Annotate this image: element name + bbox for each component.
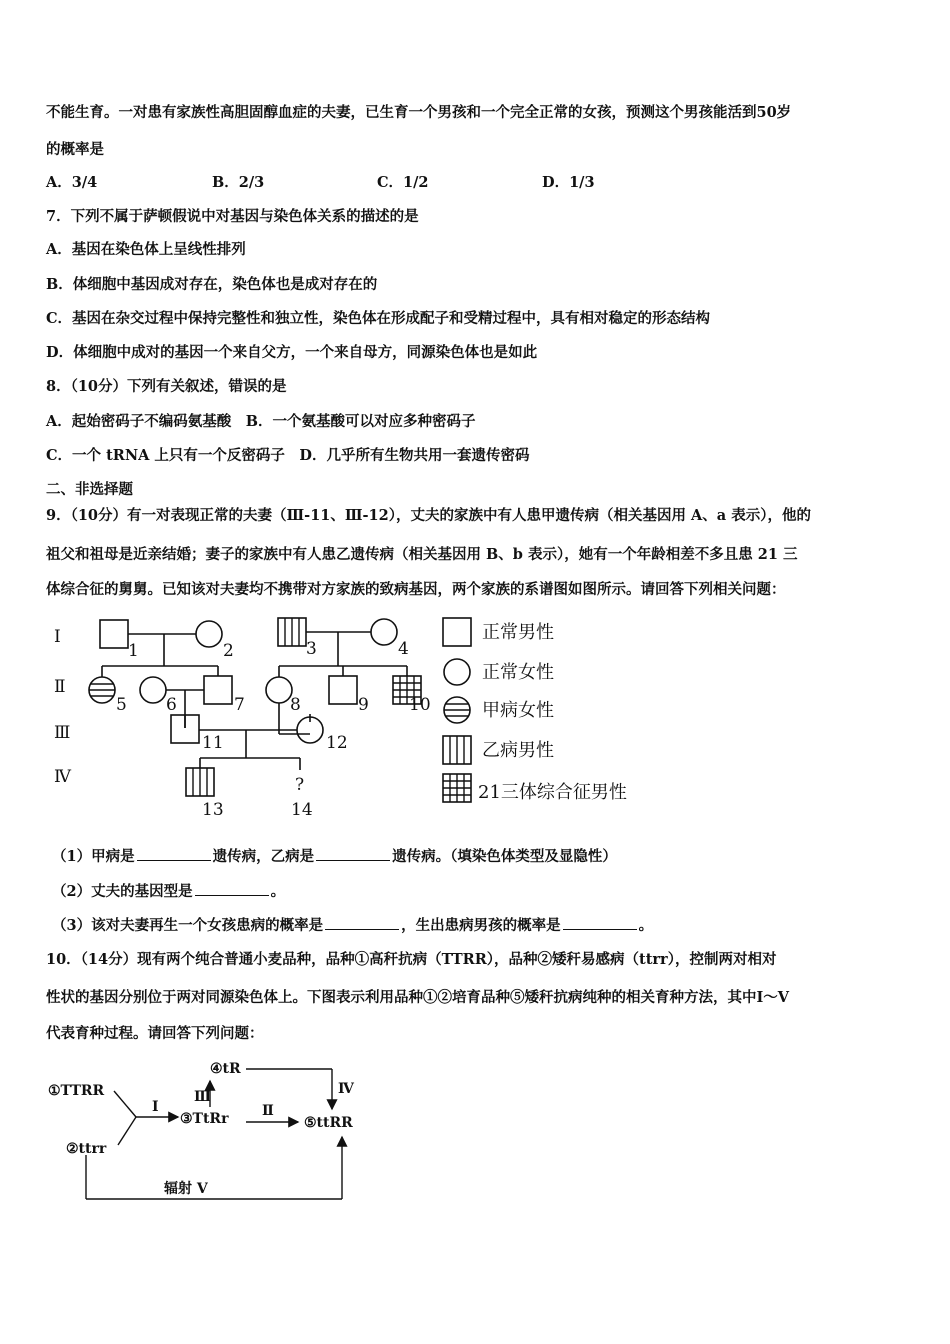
individual-6-normal-female <box>140 677 166 703</box>
num-5: 5 <box>116 695 127 715</box>
legend-label-normal-female: 正常女性 <box>482 662 554 683</box>
q7-option-b: B．体细胞中基因成对存在，染色体也是成对存在的 <box>46 276 378 293</box>
pedigree-chart <box>46 610 666 825</box>
q7-stem: 7．下列不属于萨顿假说中对基因与染色体关系的描述的是 <box>46 208 419 225</box>
q9-sub1-blank1[interactable] <box>137 846 211 861</box>
gen-label-3: Ⅲ <box>54 723 71 743</box>
q9-sub3-part3: 。 <box>638 917 654 934</box>
q9-sub3-part2: ，生出患病男孩的概率是 <box>401 917 561 934</box>
q9-line3: 体综合征的舅舅。已知该对夫妻均不携带对方家族的致病基因，两个家族的系谱图如图所示。请回答下列相关问题： <box>46 581 786 598</box>
num-4: 4 <box>398 639 409 659</box>
num-6: 6 <box>166 695 177 715</box>
num-11: 11 <box>202 733 224 753</box>
q9-sub2-blank[interactable] <box>195 881 269 896</box>
unknown-individual-14: ? <box>295 775 305 795</box>
q9-sub2 <box>52 881 285 902</box>
q10-line1: 10．（14分）现有两个纯合普通小麦品种，品种①高秆抗病（TTRR），品种②矮秆易感病（ttrr），控制两对相对 <box>46 951 777 968</box>
q7-option-a: A．基因在染色体上呈线性排列 <box>46 241 246 258</box>
legend-label-yi-male: 乙病男性 <box>482 740 554 761</box>
gen-label-2: Ⅱ <box>54 677 66 697</box>
num-9: 9 <box>358 695 369 715</box>
individual-2-normal-female <box>196 621 222 647</box>
q6-option-d: D．1/3 <box>542 174 595 191</box>
q9-sub3-blank2[interactable] <box>563 915 637 930</box>
legend-normal-female-symbol <box>444 659 470 685</box>
q6-option-a: A．3/4 <box>46 174 98 191</box>
breeding-diagram <box>46 1055 386 1205</box>
q6-line2: 的概率是 <box>46 141 104 158</box>
q9-sub1 <box>52 846 617 867</box>
q9-sub3-part1: （3）该对夫妻再生一个女孩患病的概率是 <box>52 917 324 934</box>
node-1-ttrr: ①TTRR <box>48 1083 105 1099</box>
num-10: 10 <box>409 695 431 715</box>
section-heading: 二、非选择题 <box>46 481 133 498</box>
q6-option-b: B．2/3 <box>212 174 265 191</box>
q9-line2: 祖父和祖母是近亲结婚；妻子的家族中有人患乙遗传病（相关基因用 B、b 表示），她有一个年龄相差不多且患 21 三 <box>46 546 798 563</box>
q6-line1: 不能生育。一对患有家族性高胆固醇血症的夫妻，已生育一个男孩和一个完全正常的女孩，预测这个男孩能活到50岁 <box>46 104 792 121</box>
legend-label-down-male: 21三体综合征男性 <box>478 782 627 803</box>
legend-label-normal-male: 正常男性 <box>482 622 554 643</box>
num-1: 1 <box>128 641 139 661</box>
q8-stem: 8．（10分）下列有关叙述，错误的是 <box>46 378 287 395</box>
q9-sub2-part2: 。 <box>270 883 286 900</box>
q6-option-c: C．1/2 <box>377 174 429 191</box>
num-13: 13 <box>202 800 224 820</box>
legend-label-jia-female: 甲病女性 <box>482 700 554 721</box>
q9-sub3 <box>52 915 653 936</box>
legend-normal-male-symbol <box>443 618 471 646</box>
individual-8-normal-female <box>266 677 292 703</box>
num-7: 7 <box>234 695 245 715</box>
q9-sub2-part1: （2）丈夫的基因型是 <box>52 883 193 900</box>
node-3-ttrr: ③TtRr <box>180 1111 229 1127</box>
q10-line3: 代表育种过程。请回答下列问题： <box>46 1025 264 1042</box>
individual-1-normal-male <box>100 620 128 648</box>
process-3-label: Ⅲ <box>194 1089 212 1105</box>
node-4-tr: ④tR <box>210 1061 241 1077</box>
process-4-label: Ⅳ <box>338 1081 354 1097</box>
q9-sub1-part2: 遗传病，乙病是 <box>212 848 315 865</box>
node-5-ttrr: ⑤ttRR <box>304 1115 353 1131</box>
process-5-label: 辐射 Ⅴ <box>164 1181 208 1197</box>
q8-options-cd: C．一个 tRNA 上只有一个反密码子 D．几乎所有生物共用一套遗传密码 <box>46 447 530 464</box>
q9-line1: 9．（10分）有一对表现正常的夫妻（Ⅲ-11、Ⅲ-12），丈夫的家族中有人患甲遗传病（相关基因用 A、a 表示），他的 <box>46 507 811 524</box>
individual-4-normal-female <box>371 619 397 645</box>
num-12: 12 <box>326 733 348 753</box>
gen-label-1: Ⅰ <box>54 627 61 647</box>
process-2-label: Ⅱ <box>262 1103 274 1119</box>
individual-9-normal-male <box>329 676 357 704</box>
num-14: 14 <box>291 800 313 820</box>
q8-options-ab: A．起始密码子不编码氨基酸 B．一个氨基酸可以对应多种密码子 <box>46 413 476 430</box>
gen-label-4: Ⅳ <box>54 767 71 787</box>
num-3: 3 <box>306 639 317 659</box>
q7-option-d: D．体细胞中成对的基因一个来自父方，一个来自母方，同源染色体也是如此 <box>46 344 538 361</box>
num-8: 8 <box>290 695 301 715</box>
node-2-ttrr: ②ttrr <box>66 1141 107 1157</box>
process-1-label: Ⅰ <box>152 1099 159 1115</box>
num-2: 2 <box>223 641 234 661</box>
q10-line2: 性状的基因分别位于两对同源染色体上。下图表示利用品种①②培育品种⑤矮秆抗病纯种的相关育种方法，其中Ⅰ～Ⅴ <box>46 989 790 1006</box>
q9-sub3-blank1[interactable] <box>325 915 399 930</box>
q9-sub1-part1: （1）甲病是 <box>52 848 135 865</box>
q9-sub1-blank2[interactable] <box>316 846 390 861</box>
q9-sub1-part3: 遗传病。（填染色体类型及显隐性） <box>392 848 617 865</box>
individual-7-normal-male <box>204 676 232 704</box>
q7-option-c: C．基因在杂交过程中保持完整性和独立性，染色体在形成配子和受精过程中，具有相对稳定的形态结构 <box>46 310 711 327</box>
